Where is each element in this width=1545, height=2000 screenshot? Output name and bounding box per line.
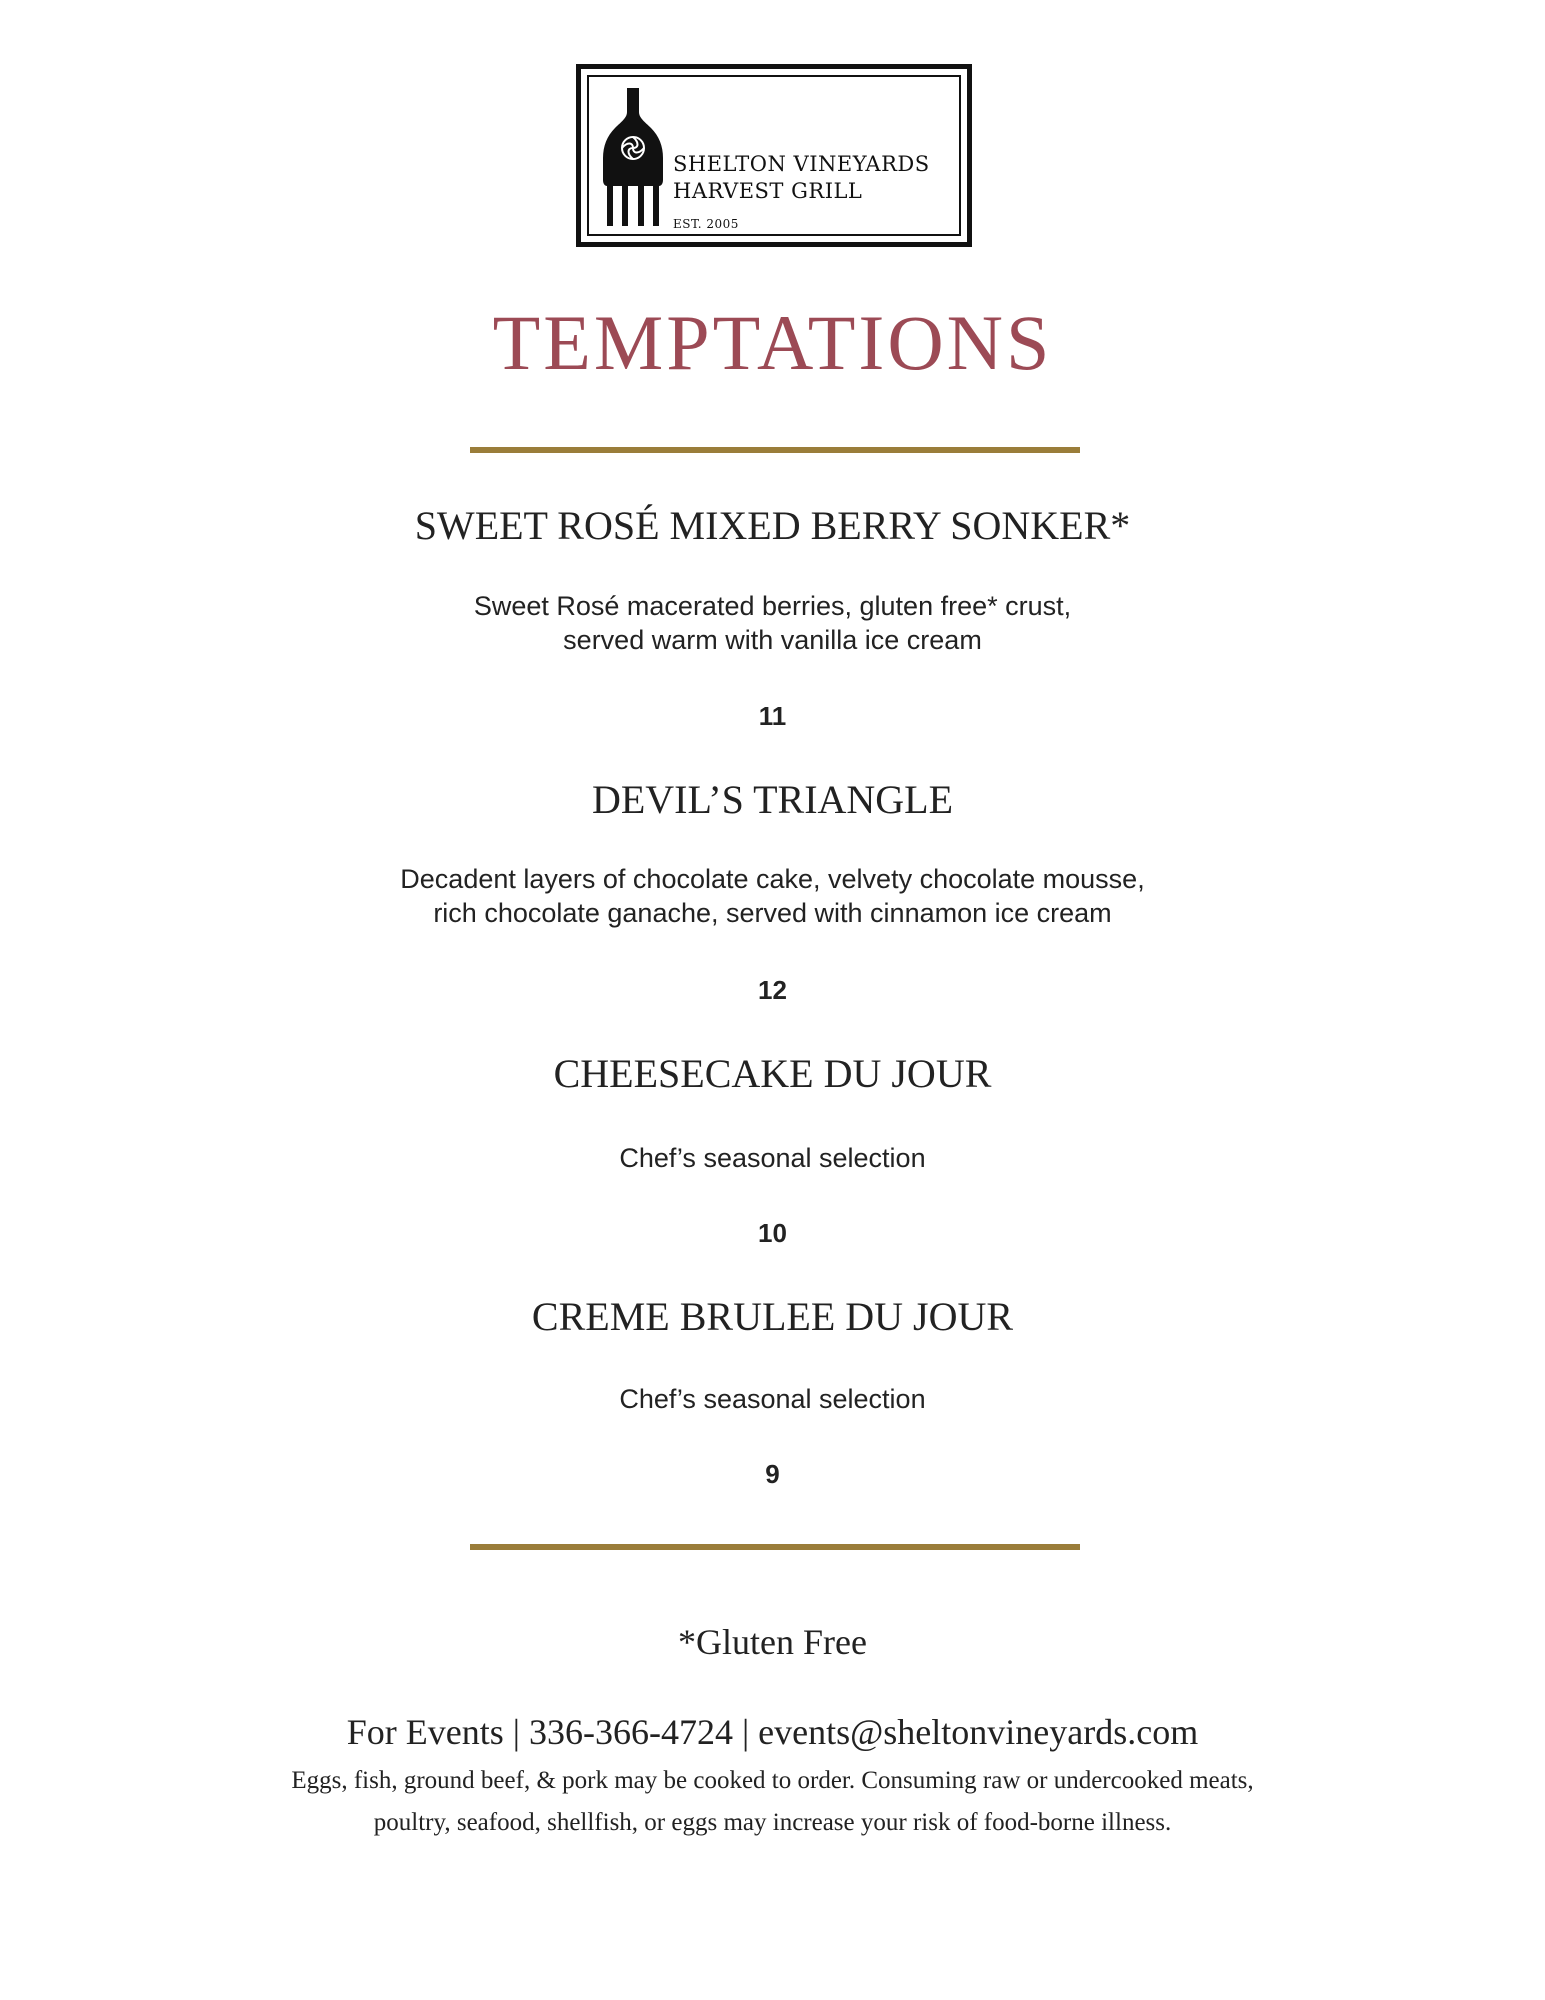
disclaimer-line: Eggs, fish, ground beef, & pork may be cooked to order. Consuming raw or undercooked meats, [291,1767,1254,1794]
top-divider [470,447,1080,453]
logo-line-2: HARVEST GRILL [673,179,863,203]
menu-item-price: 12 [758,975,787,1005]
logo-established: EST. 2005 [673,217,739,231]
menu-item-name: DEVIL’S TRIANGLE [591,777,954,822]
menu-item-name: SWEET ROSÉ MIXED BERRY SONKER* [414,503,1131,548]
menu-item-description-line: Decadent layers of chocolate cake, velvety chocolate mousse, [400,864,1145,894]
logo-frame [576,64,972,247]
wine-bottle-fork-icon [601,88,665,226]
logo-line-1: SHELTON VINEYARDS [673,152,930,176]
menu-item-description-line: Sweet Rosé macerated berries, gluten free* crust, [473,591,1072,621]
bottom-divider [470,1544,1080,1550]
menu-item-name: CREME BRULEE DU JOUR [531,1294,1014,1339]
page-title: TEMPTATIONS [492,299,1053,386]
menu-item-name: CHEESECAKE DU JOUR [553,1051,992,1096]
menu-item-description-line: Chef’s seasonal selection [619,1143,926,1173]
menu-item-description [0,1141,1545,1175]
logo-text [673,151,930,231]
menu-item-description [0,862,1545,930]
menu-item-description-line: served warm with vanilla ice cream [563,625,982,655]
disclaimer-line: poultry, seafood, shellfish, or eggs may increase your risk of food-borne illness. [373,1809,1172,1836]
menu-item-description [0,1382,1545,1416]
menu-item-price: 10 [758,1218,787,1248]
menu-item-description [0,589,1545,657]
menu-item-price: 9 [765,1459,780,1489]
gluten-free-note: *Gluten Free [678,1622,867,1662]
menu-item-price: 11 [758,701,787,731]
menu-item-description-line: Chef’s seasonal selection [619,1384,926,1414]
menu-item-description-line: rich chocolate ganache, served with cinnamon ice cream [433,898,1112,928]
food-safety-disclaimer [0,1760,1545,1844]
events-contact: For Events | 336-366-4724 | events@sheltonvineyards.com [346,1712,1199,1752]
